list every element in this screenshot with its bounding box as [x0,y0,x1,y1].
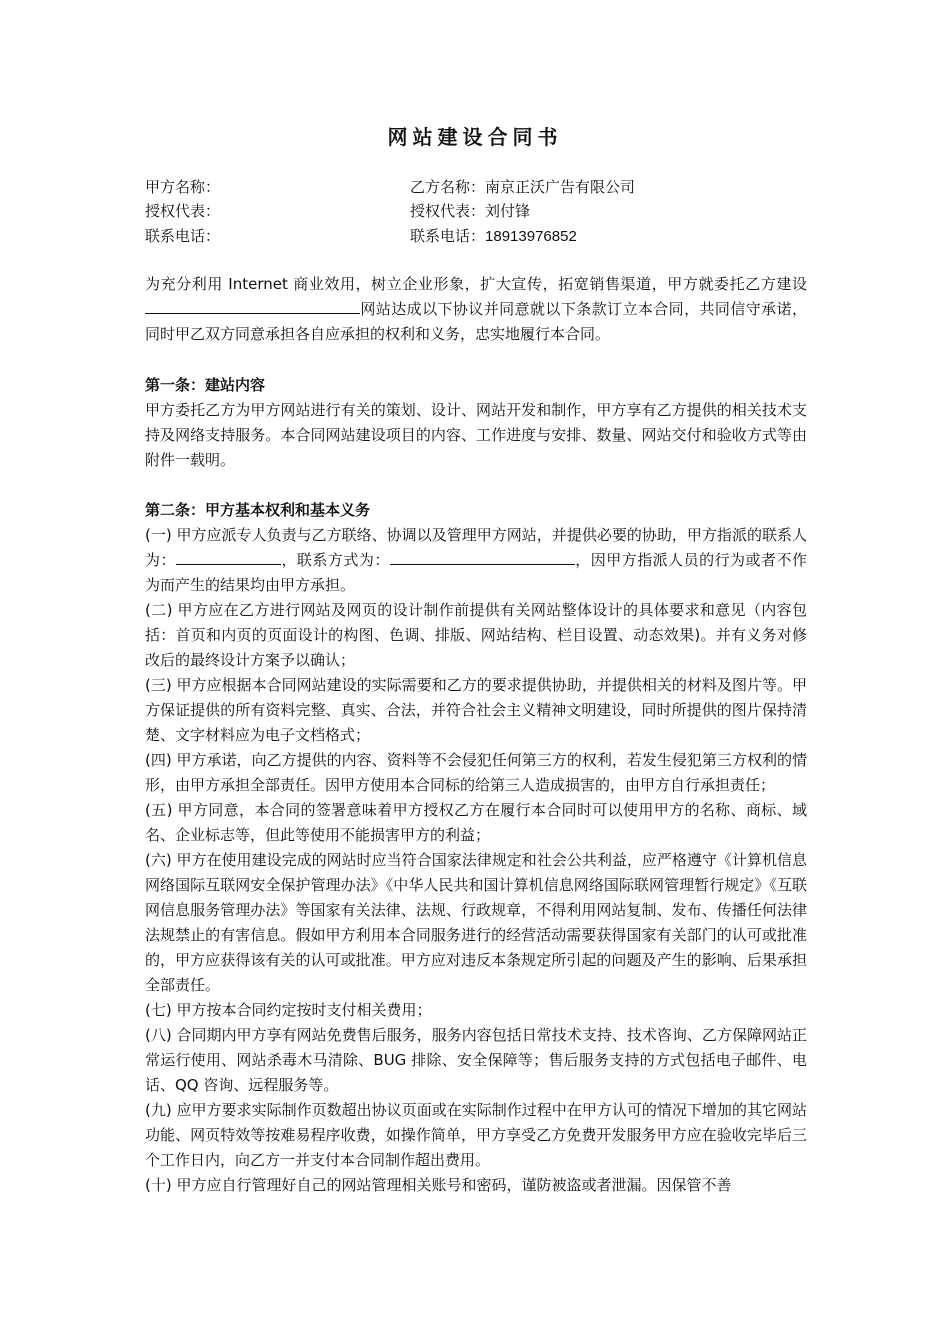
party-b-rep [410,199,530,223]
article-2-item-6: (六) 甲方在使用建设完成的网站时应当符合国家法律规定和社会公共利益，应严格遵守《计算机信息网络国际互联网安全保护管理办法》《中华人民共和国计算机信息网络国际联网管理暂行规定》《互联网信息服务管理办法》等国家有关法律、法规、行政规章，不得利用网站复制、发布、传播任何法律法规禁止的有害信息。假如甲方利用本合同服务进行的经营活动需要获得国家有关部门的认可或批准的，甲方应获得该有关的认可或批准。甲方应对违反本条规定所引起的问题及产生的影响、后果承担全部责任。 [145,851,807,994]
article-2-item-2: (二) 甲方应在乙方进行网站及网页的设计制作前提供有关网站整体设计的具体要求和意见（内容包括：首页和内页的页面设计的构图、色调、排版、网站结构、栏目设置、动态效果)。并有义务对修改后的最终设计方案予以确认； [145,601,807,669]
article-2-item-7: (七) 甲方按本合同约定按时支付相关费用； [145,1001,432,1019]
party-b-rep-value: 刘付锋 [485,202,531,220]
party-b-phone [410,224,577,249]
contact-person-blank [176,549,281,565]
article-1-heading: 第一条：建站内容 [145,376,266,394]
intro-text-part1: 为充分利用 Internet 商业效用，树立企业形象，扩大宣传，拓宽销售渠道，甲方就委托乙方建设 [145,275,807,293]
article-1-body: 甲方委托乙方为甲方网站进行有关的策划、设计、网站开发和制作，甲方享有乙方提供的相关技术支持及网络支持服务。本合同网站建设项目的内容、工作进度与安排、数量、网站交付和验收方式等由附件一载明。 [145,401,807,469]
party-b-rep-label: 授权代表： [410,202,486,220]
article-2-item-9: (九) 应甲方要求实际制作页数超出协议页面或在实际制作过程中在甲方认可的情况下增加的其它网站功能、网页特效等按难易程序收费，如操作简单，甲方享受乙方免费开发服务甲方应在验收完毕后三个工作日内，向乙方一并支付本合同制作超出费用。 [145,1101,807,1169]
article-2-item-8: (八) 合同期内甲方享有网站免费售后服务，服务内容包括日常技术支持、技术咨询、乙方保障网站正常运行使用、网站杀毒木马清除、BUG 排除、安全保障等；售后服务支持的方式包括电子邮件、电话、QQ 咨询、远程服务等。 [145,1026,807,1094]
party-b-phone-value: 18913976852 [485,228,577,245]
intro-text-part2: 网站达成以下协议并同意就以下条款订立本合同，共同信守承诺，同时甲乙双方同意承担各自应承担的权利和义务，忠实地履行本合同。 [145,300,807,343]
party-b-name-value: 南京正沃广告有限公司 [485,178,636,196]
website-name-blank [145,298,360,314]
party-b-name-label: 乙方名称： [410,178,486,196]
article-2-item-1 [145,523,807,598]
article-1 [145,373,807,473]
party-a-rep-label: 授权代表： [145,202,221,220]
article-2-heading: 第二条：甲方基本权利和基本义务 [145,501,371,519]
article-2 [145,498,807,1198]
party-b-name [410,175,635,199]
article-2-item-10: (十) 甲方应自行管理好自己的网站管理相关账号和密码，谨防被盗或者泄漏。因保管不善 [145,1176,732,1194]
item-1-text-part1: (一) 甲方应派专人负责与乙方联络、协调以及管理甲方网站，并提供必要的协助，甲方指派的联系人为： [145,526,807,569]
party-a-name-label: 甲方名称： [145,178,221,196]
item-1-text-part3: ，因甲方指派人员的行为或者不作为而产生的结果均由甲方承担。 [145,551,807,594]
party-b-phone-label: 联系电话： [410,227,486,245]
contact-method-blank [390,549,575,565]
article-2-item-3: (三) 甲方应根据本合同网站建设的实际需要和乙方的要求提供协助，并提供相关的材料及图片等。甲方保证提供的所有资料完整、真实、合法，并符合社会主义精神文明建设，同时所提供的图片保持清楚、文字材料应为电子文档格式； [145,676,807,744]
intro-paragraph [145,272,807,347]
document-title: 网站建设合同书 [387,125,563,149]
party-a-phone-label: 联系电话： [145,227,221,245]
article-2-item-4: (四) 甲方承诺，向乙方提供的内容、资料等不会侵犯任何第三方的权利，若发生侵犯第三方权利的情形，由甲方承担全部责任。因甲方使用本合同标的给第三人造成损害的，由甲方自行承担责任； [145,751,807,794]
item-1-text-part2: ，联系方式为： [280,551,390,569]
article-2-item-5: (五) 甲方同意，本合同的签署意味着甲方授权乙方在履行本合同时可以使用甲方的名称、商标、域名、企业标志等，但此等使用不能损害甲方的利益； [145,801,807,844]
